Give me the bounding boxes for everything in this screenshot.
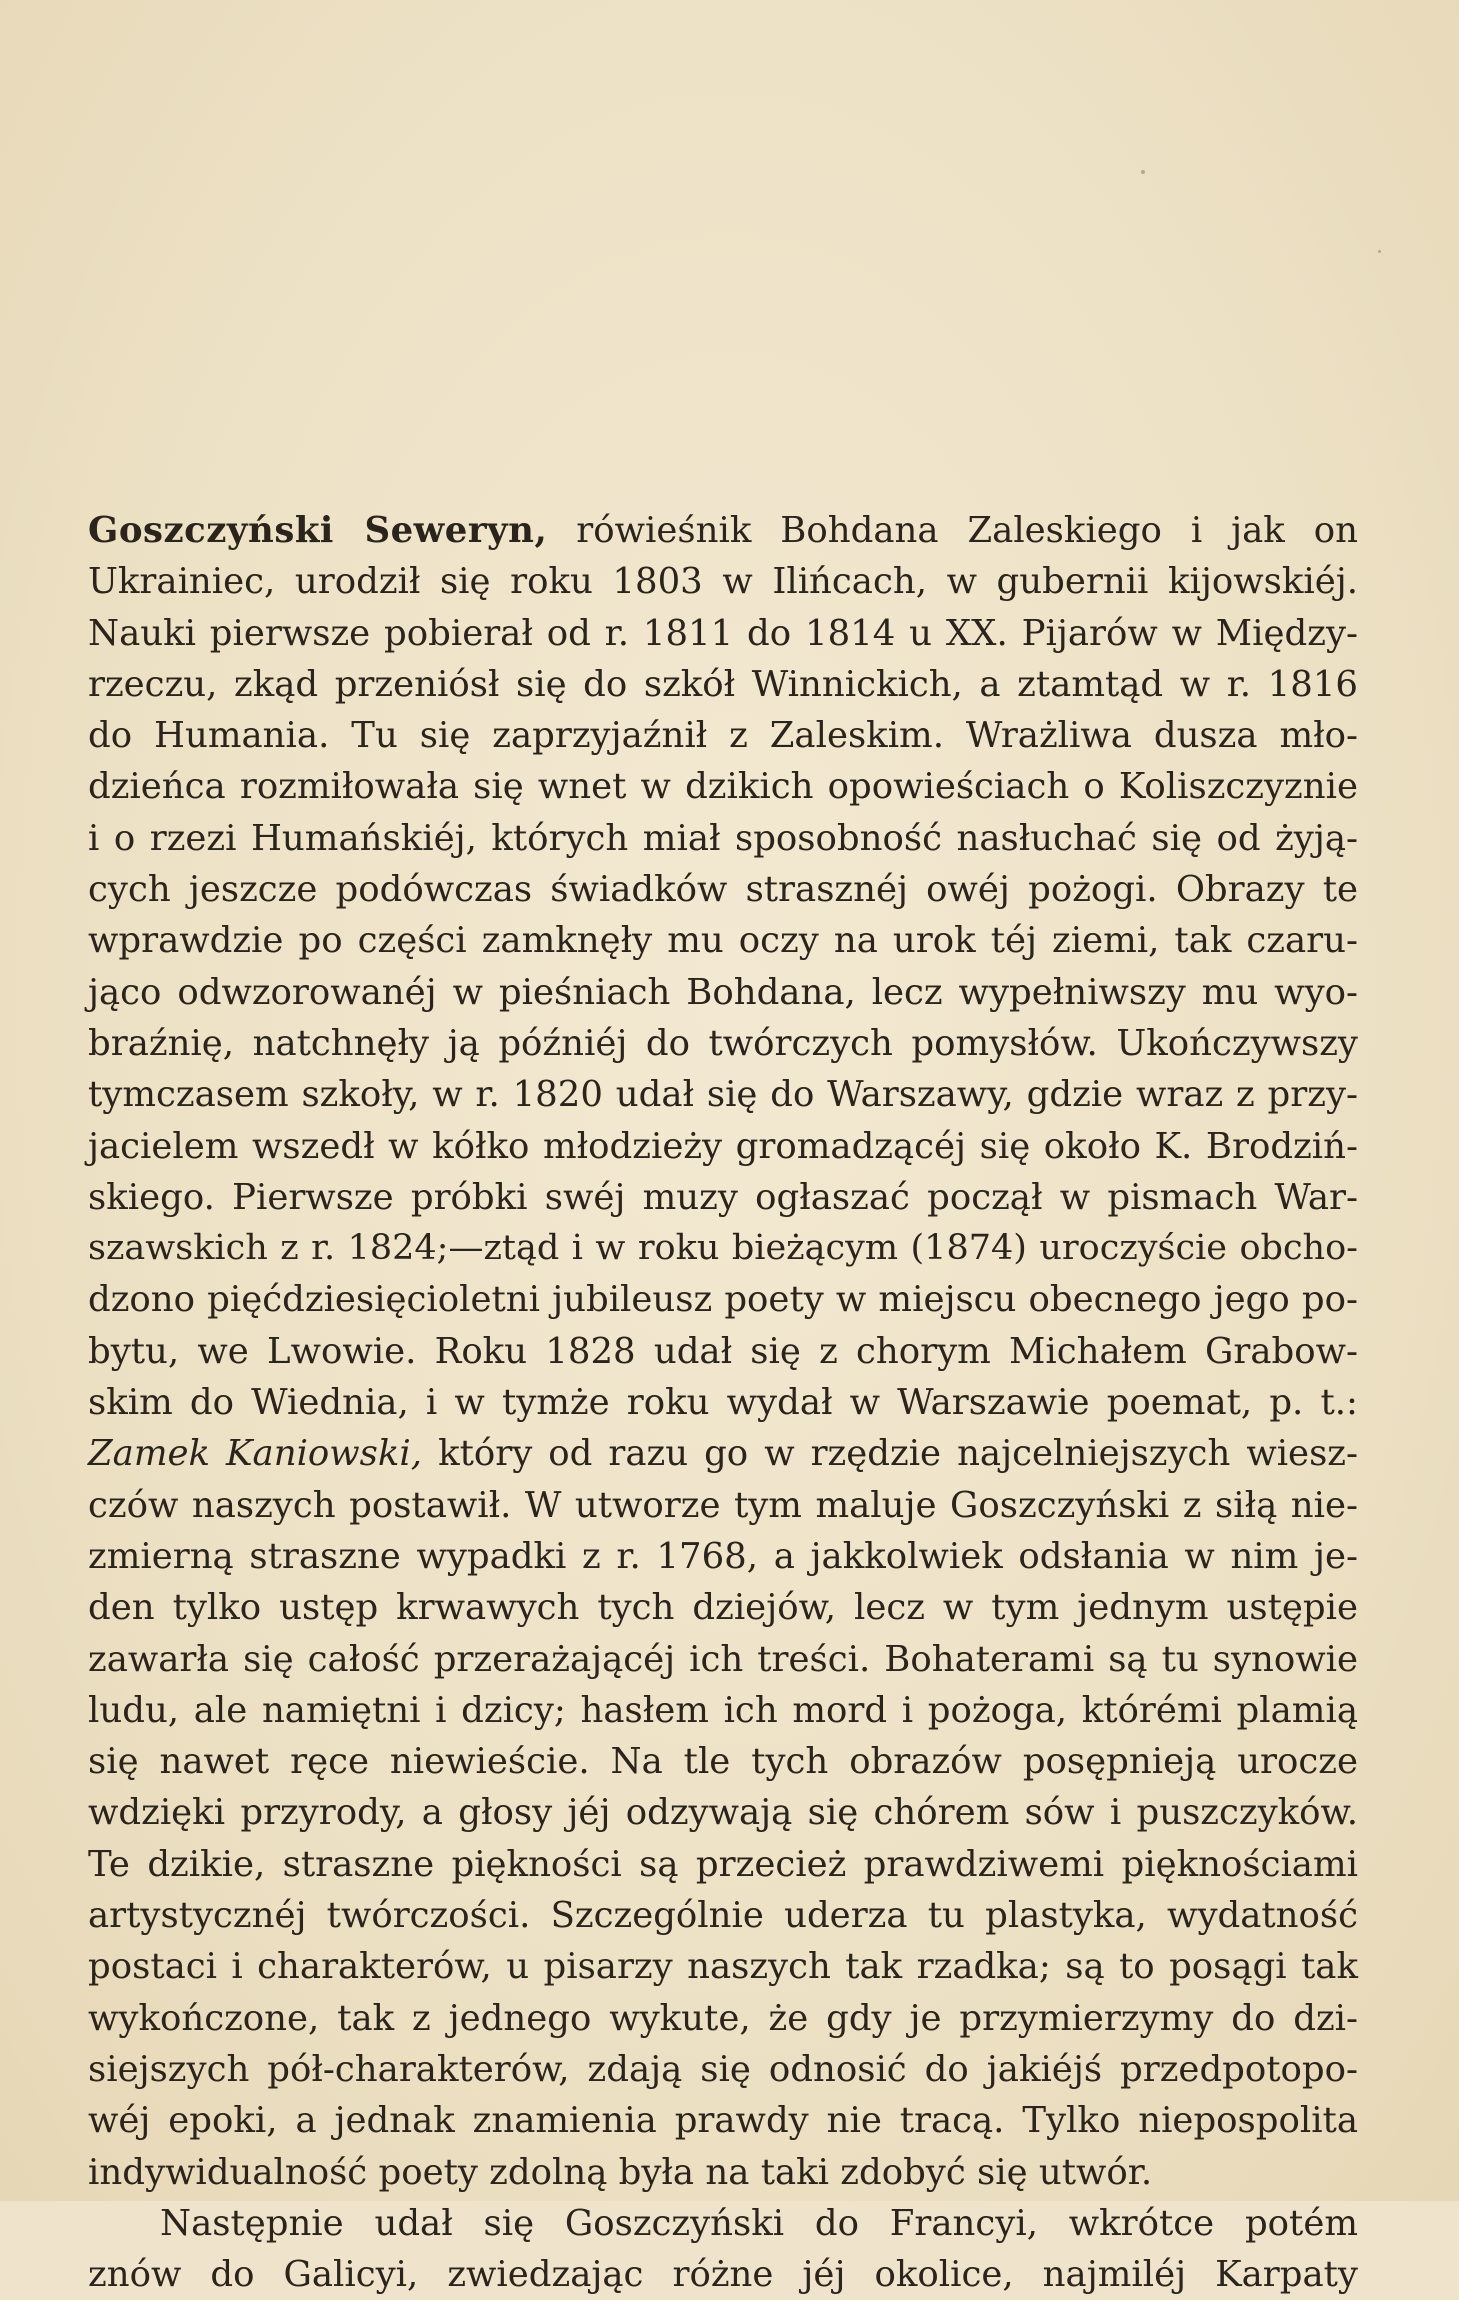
- text-line: bytu, we Lwowie. Roku 1828 udał się z chorym Michałem Grabow-: [88, 1330, 1358, 1372]
- text-line: artystycznéj twórczości. Szczególnie uderza tu plastyka, wydatność: [88, 1895, 1358, 1937]
- text-line: dzieńca rozmiłowała się wnet w dzikich opowieściach o Koliszczyznie: [88, 766, 1358, 808]
- text-line: wéj epoki, a jednak znamienia prawdy nie tracą. Tylko niepospolita: [88, 2100, 1358, 2142]
- text-line: Nauki pierwsze pobierał od r. 1811 do 1814 u XX. Pijarów w Między-: [88, 612, 1358, 654]
- text-line-1-rest: rówieśnik Bohdana Zaleskiego i jak on: [576, 510, 1359, 551]
- paragraph-2-first-line: Następnie udał się Goszczyński do Francyi, wkrótce potém: [160, 2202, 1358, 2244]
- text-line: czów naszych postawił. W utworze tym maluje Goszczyński z siłą nie-: [88, 1484, 1358, 1526]
- text-line-1: [88, 505, 1358, 556]
- author-name: Goszczyński Seweryn,: [88, 510, 548, 551]
- text-line: szawskich z r. 1824;—ztąd i w roku bieżącym (1874) uroczyście obcho-: [88, 1228, 1358, 1269]
- text-line: wdzięki przyrody, a głosy jéj odzywają się chórem sów i puszczyków.: [88, 1792, 1358, 1834]
- text-line: skim do Wiednia, i w tymże roku wydał w Warszawie poemat, p. t.:: [88, 1382, 1358, 1424]
- work-title: Zamek Kaniowski,: [88, 1433, 423, 1475]
- text-line: znów do Galicyi, zwiedzając różne jéj okolice, najmiléj Karpaty: [88, 2254, 1358, 2296]
- body-text: [88, 505, 1358, 2300]
- text-line: wykończone, tak z jednego wykute, że gdy je przymierzymy do dzi-: [88, 1997, 1358, 2039]
- text-line: den tylko ustęp krwawych tych dziejów, lecz w tym jednym ustępie: [88, 1587, 1358, 1629]
- paragraph-last-line: indywidualność poety zdolną była na taki zdobyć się utwór.: [88, 2151, 1153, 2193]
- text-line: postaci i charakterów, u pisarzy naszych tak rzadka; są to posągi tak: [88, 1946, 1358, 1988]
- paper-speck: [1141, 170, 1145, 174]
- text-line: jacielem wszedł w kółko młodzieży gromadzącéj się około K. Brodziń-: [88, 1125, 1358, 1167]
- text-line: cych jeszcze podówczas świadków strasznéj owéj pożogi. Obrazy te: [88, 869, 1358, 911]
- text-line-work-title: [88, 1428, 1358, 1479]
- text-line: ludu, ale namiętni i dzicy; hasłem ich mord i pożoga, którémi plamią: [88, 1689, 1358, 1731]
- paper-speck: [1378, 250, 1381, 253]
- text-line: tymczasem szkoły, w r. 1820 udał się do Warszawy, gdzie wraz z przy-: [88, 1074, 1358, 1116]
- text-line: zawarła się całość przerażającéj ich treści. Bohaterami są tu synowie: [88, 1638, 1358, 1680]
- text-line: się nawet ręce niewieście. Na tle tych obrazów posępnieją urocze: [88, 1741, 1358, 1783]
- text-line: do Humania. Tu się zaprzyjaźnił z Zaleskim. Wrażliwa dusza mło-: [88, 715, 1358, 757]
- text-line: i o rzezi Humańskiéj, których miał sposobność nasłuchać się od żyją-: [88, 817, 1358, 859]
- text-line: dzono pięćdziesięcioletni jubileusz poety w miejscu obecnego jego po-: [88, 1279, 1358, 1321]
- work-line-rest: który od razu go w rzędzie najcelniejszych wiesz-: [438, 1433, 1358, 1475]
- text-line: wprawdzie po części zamknęły mu oczy na urok téj ziemi, tak czaru-: [88, 920, 1358, 962]
- text-line: zmierną straszne wypadki z r. 1768, a jakkolwiek odsłania w nim je-: [88, 1535, 1358, 1577]
- text-line: jąco odwzorowanéj w pieśniach Bohdana, lecz wypełniwszy mu wyo-: [88, 971, 1358, 1013]
- text-line: Ukrainiec, urodził się roku 1803 w Ilińcach, w gubernii kijowskiéj.: [88, 561, 1358, 603]
- text-line: Te dzikie, straszne piękności są przecież prawdziwemi pięknościami: [88, 1843, 1358, 1885]
- text-line: braźnię, natchnęły ją późniéj do twórczych pomysłów. Ukończywszy: [88, 1022, 1358, 1064]
- text-line: skiego. Pierwsze próbki swéj muzy ogłaszać począł w pismach War-: [88, 1176, 1358, 1218]
- text-line: siejszych pół-charakterów, zdają się odnosić do jakiéjś przedpotopo-: [88, 2048, 1358, 2090]
- text-line: rzeczu, zkąd przeniósł się do szkół Winnickich, a ztamtąd w r. 1816: [88, 663, 1358, 705]
